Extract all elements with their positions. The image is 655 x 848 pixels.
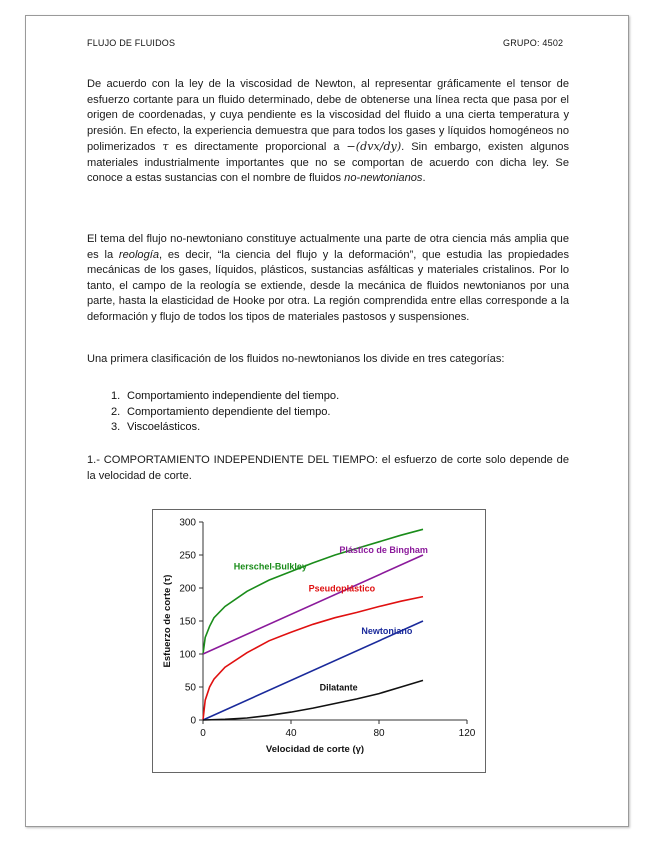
paragraph-newton bbox=[87, 77, 569, 187]
list-item bbox=[111, 405, 339, 421]
y-tick-label: 50 bbox=[184, 682, 196, 694]
list-text: Comportamiento dependiente del tiempo. bbox=[127, 405, 331, 418]
x-tick-label: 0 bbox=[200, 728, 206, 739]
paragraph-text: Una primera clasificación de los fluidos no-newtonianos los divide en tres categorías: bbox=[87, 353, 505, 365]
y-tick-label: 300 bbox=[179, 517, 196, 529]
series-label: Plástico de Bingham bbox=[339, 545, 428, 556]
list-item bbox=[111, 420, 339, 436]
emphasis-reologia: reología bbox=[118, 248, 160, 261]
x-tick-label: 80 bbox=[373, 728, 385, 739]
header-group: GRUPO: 4502 bbox=[503, 38, 564, 48]
list-text: Comportamiento independiente del tiempo. bbox=[127, 390, 340, 402]
paragraph-text: El tema del flujo no-newtoniano constituye actualmente una parte de otra ciencia más amplia que es la bbox=[87, 233, 569, 261]
list-number: 2. bbox=[111, 405, 121, 418]
paragraph-comportamiento bbox=[87, 453, 569, 484]
paragraph-text: es directamente proporcional a bbox=[168, 141, 347, 153]
header-title: FLUJO DE FLUIDOS bbox=[87, 38, 176, 48]
rheology-chart bbox=[152, 509, 486, 773]
emphasis-no-newtonianos: no-newtonianos bbox=[344, 172, 423, 184]
list-number: 3. bbox=[111, 421, 121, 433]
list-text: Viscoelásticos. bbox=[127, 421, 201, 433]
paragraph-clasificacion bbox=[87, 352, 569, 368]
series-label: Pseudoplástico bbox=[308, 583, 376, 594]
list-number: 1. bbox=[111, 390, 121, 402]
x-tick-label: 120 bbox=[458, 728, 476, 739]
y-tick-label: 200 bbox=[179, 583, 196, 595]
series-label: Herschel-Bulkley bbox=[233, 561, 307, 572]
y-tick-label: 100 bbox=[179, 649, 196, 661]
x-tick-label: 40 bbox=[285, 728, 297, 739]
y-tick-label: 150 bbox=[179, 616, 196, 628]
y-axis-label: Esfuerzo de corte (τ) bbox=[162, 574, 173, 668]
tau-symbol: τ bbox=[162, 140, 169, 153]
y-tick-label: 0 bbox=[190, 715, 196, 727]
paragraph-text: . Sin embargo, existen algunos materiales industrialmente importantes que no se comportan de acuerdo con dicha ley. Se conoce a estas sustancias con el nombre de fluidos bbox=[87, 141, 570, 184]
series-label: Newtoniano bbox=[361, 626, 413, 637]
paragraph-text: De acuerdo con la ley de la viscosidad de Newton, al representar gráficamente el tensor de esfuerzo cortante para un fluido determinado, debe de obtenerse una línea recta que pasa por el origen de coordenadas, y cuya pendiente es la viscosidad del fluido a una cierta temperatura y presión. En efecto, la experiencia demuestra que para todos los gases y líquidos homogéneos no polimerizados bbox=[87, 78, 569, 153]
paragraph-text: , es decir, “la ciencia del flujo y la deformación”, que estudia las propiedades mecánicas de los gases, líquidos, plásticos, sustancias asfálticas y materiales cristalinos. Por lo tanto, el campo de la reología se extiende, desde la mecánica de fluidos newtonianos por una parte, hasta la elasticidad de Hooke por otra. La región comprendida entre ellas corresponde a la deformación y flujo de todos los tipos de materiales pastosos y suspensiones. bbox=[87, 248, 570, 323]
paragraph-text: 1.- COMPORTAMIENTO INDEPENDIENTE DEL TIEMPO: el esfuerzo de corte solo depende de la velocidad de corte. bbox=[87, 454, 569, 482]
series-label: Dilatante bbox=[319, 682, 358, 693]
paragraph-reologia bbox=[87, 232, 569, 325]
category-list bbox=[111, 389, 339, 436]
formula: −(dvx/dy) bbox=[346, 140, 402, 153]
list-item bbox=[111, 389, 339, 405]
paragraph-text: . bbox=[422, 172, 426, 184]
y-tick-label: 250 bbox=[179, 550, 196, 562]
x-axis-label: Velocidad de corte (γ) bbox=[265, 744, 365, 755]
